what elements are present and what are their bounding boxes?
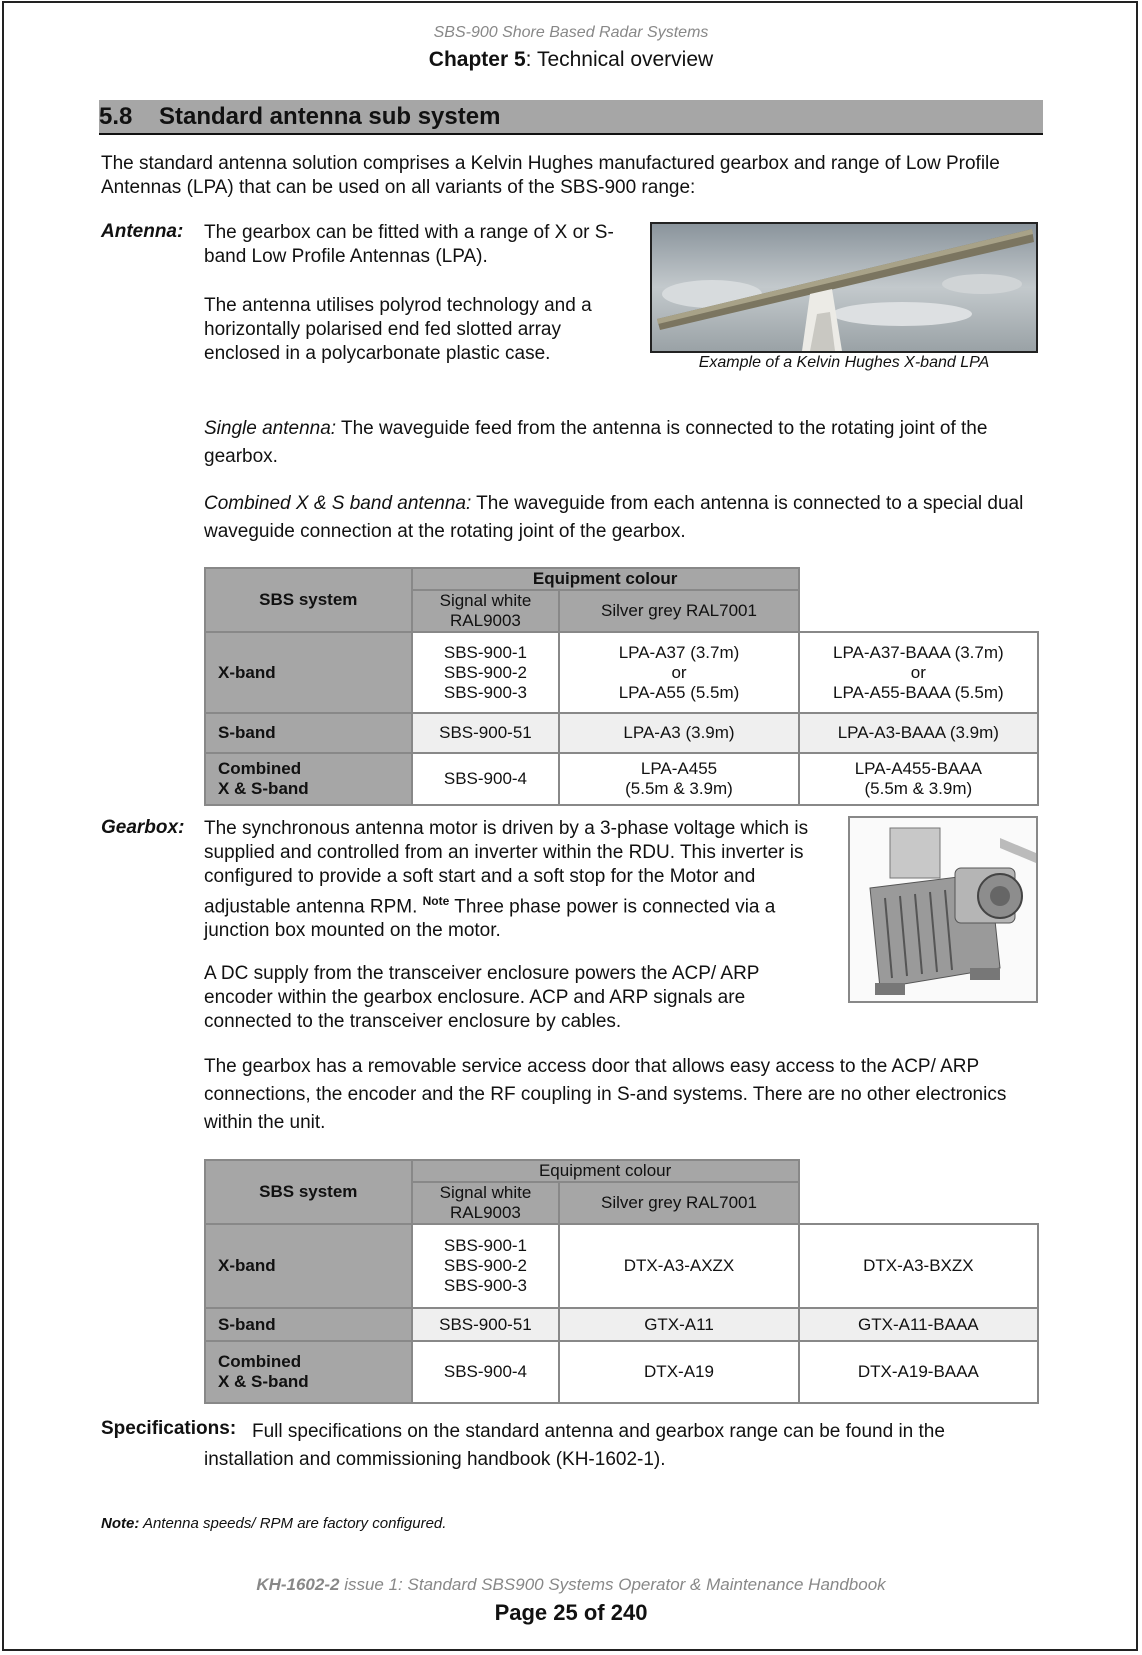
gearbox-colour-table: [204, 1159, 1039, 1404]
footnote-label: Note:: [101, 1515, 140, 1532]
chapter-title: : Technical overview: [525, 48, 714, 71]
footer-doc-id: KH-1602-2: [256, 1575, 340, 1594]
single-antenna-label: Single antenna:: [204, 418, 337, 439]
antenna-paragraph-2: The antenna utilises polyrod technology and a horizontally polarised end fed slotted array enclosed in a polycarbonate plastic case.: [204, 295, 592, 364]
intro-paragraph: The standard antenna solution comprises a Kelvin Hughes manufactured gearbox and range of Low Profile Antennas (LPA) that can be used on all variants of the SBS-900 range:: [101, 153, 1000, 198]
row-band: Combined X & S-band: [205, 753, 412, 805]
lpa-antenna-photo: [650, 222, 1038, 353]
combined-antenna-paragraph: [204, 490, 1044, 546]
row-white: DTX-A19: [559, 1341, 798, 1403]
row-band: S-band: [205, 1308, 412, 1341]
chapter-heading: [0, 48, 1142, 72]
table-header-signal-white: Signal white RAL9003: [412, 1182, 560, 1224]
antenna-paragraph-1: The gearbox can be fitted with a range of X or S-band Low Profile Antennas (LPA).: [204, 222, 614, 267]
row-system: SBS-900-4: [412, 1341, 560, 1403]
row-band: Combined X & S-band: [205, 1341, 412, 1403]
single-antenna-text: The waveguide feed from the antenna is connected to the rotating joint of the gearbox.: [204, 418, 988, 467]
section-heading: [99, 100, 1043, 135]
gearbox-paragraph-2: A DC supply from the transceiver enclosure powers the ACP/ ARP encoder within the gearbox enclosure. ACP and ARP signals are connected to the transceiver enclosure by cables.: [204, 963, 760, 1032]
table-row: [205, 1224, 1038, 1308]
row-band: S-band: [205, 713, 412, 753]
row-band: X-band: [205, 632, 412, 713]
row-white: GTX-A11: [559, 1308, 798, 1341]
footnote: [101, 1515, 446, 1532]
row-system: SBS-900-1 SBS-900-2 SBS-900-3: [412, 1224, 560, 1308]
row-white: LPA-A3 (3.9m): [559, 713, 798, 753]
table-row: [205, 632, 1038, 713]
table-header-equipment-colour: Equipment colour: [412, 568, 799, 590]
table-header-sbs-system: SBS system: [205, 1160, 412, 1224]
gearbox-photo: [848, 816, 1038, 1003]
row-grey: LPA-A3-BAAA (3.9m): [799, 713, 1038, 753]
row-grey: LPA-A37-BAAA (3.7m) or LPA-A55-BAAA (5.5m): [799, 632, 1038, 713]
table-header-silver-grey: Silver grey RAL7001: [559, 1182, 798, 1224]
lpa-photo-caption: Example of a Kelvin Hughes X-band LPA: [698, 354, 990, 371]
section-number: 5.8: [99, 103, 133, 130]
row-grey: DTX-A19-BAAA: [799, 1341, 1038, 1403]
row-system: SBS-900-51: [412, 1308, 560, 1341]
row-grey: GTX-A11-BAAA: [799, 1308, 1038, 1341]
table-row: [205, 713, 1038, 753]
section-title: Standard antenna sub system: [159, 103, 501, 130]
footer-doc-text: issue 1: Standard SBS900 Systems Operator & Maintenance Handbook: [339, 1575, 886, 1594]
table-row: [205, 753, 1038, 805]
antenna-colour-table: [204, 567, 1039, 806]
chapter-label: Chapter 5: [428, 48, 526, 71]
gearbox-paragraph-1: The synchronous antenna motor is driven by a 3-phase voltage which is supplied and controlled from an inverter within the RDU. This inverter is configured to provide a soft start and a soft stop for the Motor and adjustable antenna RPM. $^{Note}$ Three phase power is connected via a junction box mounted on the motor.: [204, 818, 809, 942]
row-white: DTX-A3-AXZX: [559, 1224, 798, 1308]
gearbox-paragraph-3: The gearbox has a removable service access door that allows easy access to the ACP/ ARP connections, the encoder and the RF coupling in S-and systems. There are no other electronics within the unit.: [204, 1056, 1007, 1133]
specifications-text-2: installation and commissioning handbook (KH-1602-1).: [204, 1449, 666, 1470]
antenna-label: Antenna:: [101, 221, 184, 242]
table-header-silver-grey: Silver grey RAL7001: [559, 590, 798, 632]
combined-antenna-text: The waveguide from each antenna is connected to a special dual waveguide connection at the rotating joint of the gearbox.: [204, 493, 1024, 542]
row-white: LPA-A455 (5.5m & 3.9m): [559, 753, 798, 805]
specifications-label: Specifications:: [101, 1418, 237, 1439]
table-header-signal-white: Signal white RAL9003: [412, 590, 560, 632]
row-system: SBS-900-51: [412, 713, 560, 753]
page-number: Page 25 of 240: [494, 1600, 648, 1625]
table-header-sbs-system: SBS system: [205, 568, 412, 632]
row-system: SBS-900-4: [412, 753, 560, 805]
specifications-text-1: Full specifications on the standard antenna and gearbox range can be found in the: [252, 1421, 945, 1442]
table-header-equipment-colour: Equipment colour: [412, 1160, 799, 1182]
row-grey: LPA-A455-BAAA (5.5m & 3.9m): [799, 753, 1038, 805]
table-row: [205, 1341, 1038, 1403]
row-grey: DTX-A3-BXZX: [799, 1224, 1038, 1308]
row-band: X-band: [205, 1224, 412, 1308]
row-white: LPA-A37 (3.7m) or LPA-A55 (5.5m): [559, 632, 798, 713]
row-system: SBS-900-1 SBS-900-2 SBS-900-3: [412, 632, 560, 713]
note-superscript: Note: [422, 894, 450, 908]
combined-antenna-label: Combined X & S band antenna:: [204, 493, 472, 514]
gearbox-label: Gearbox:: [101, 817, 185, 838]
table-row: [205, 1308, 1038, 1341]
single-antenna-paragraph: [204, 415, 1044, 471]
doc-header-title: SBS-900 Shore Based Radar Systems: [433, 24, 709, 41]
footnote-text: Antenna speeds/ RPM are factory configured.: [139, 1515, 447, 1532]
footer-doc-reference: [0, 1575, 1142, 1595]
